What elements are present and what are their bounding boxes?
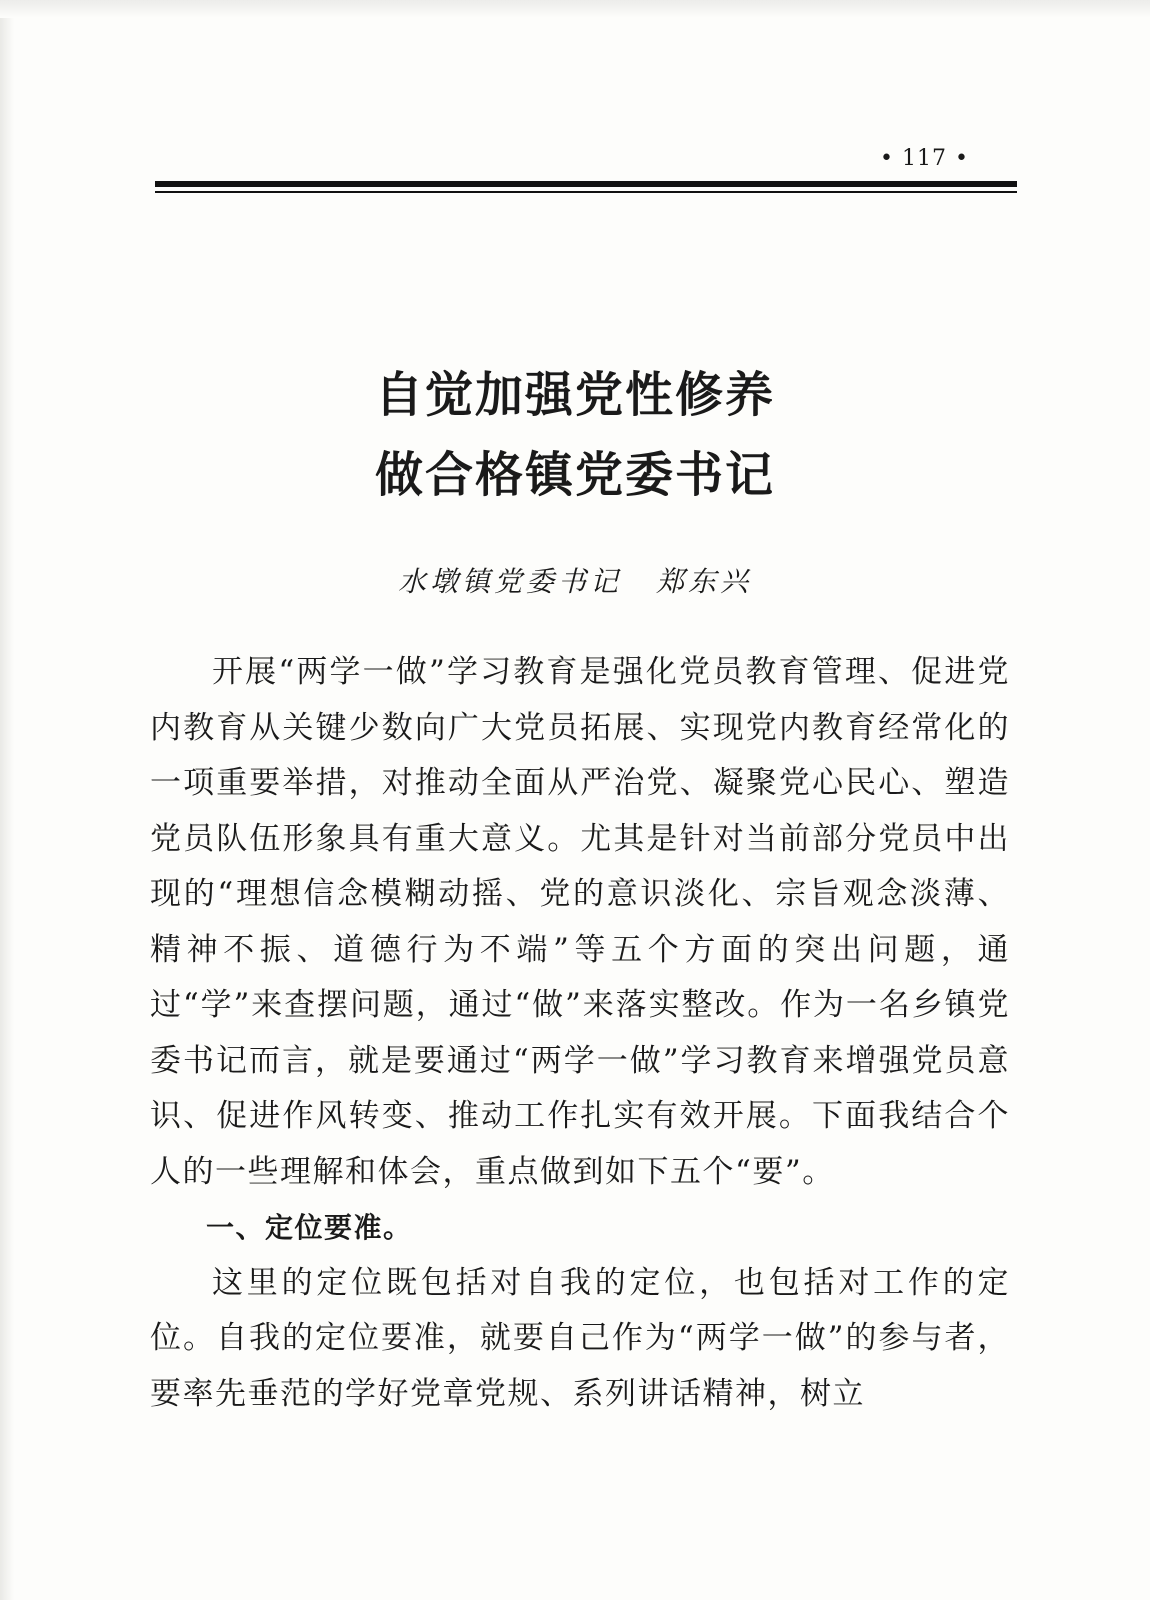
paragraph-intro: 开展“两学一做”学习教育是强化党员教育管理、促进党内教育从关键少数向广大党员拓展、实现党内教育经常化的一项重要举措，对推动全面从严治党、凝聚党心民心、塑造党员队伍形象具有重大意义。尤其是针对当前部分党员中出现的“理想信念模糊动摇、党的意识淡化、宗旨观念淡薄、精神不振、道德行为不端”等五个方面的突出问题，通过“学”来查摆问题，通过“做”来落实整改。作为一名乡镇党委书记而言，就是要通过“两学一做”学习教育来增强党员意识、促进作风转变、推动工作扎实有效开展。下面我结合个人的一些理解和体会，重点做到如下五个“要”。 [150, 654, 1010, 1190]
title-line-1: 自觉加强党性修养 [374, 367, 775, 423]
byline [0, 560, 1150, 600]
page-number: • 117 • [880, 146, 969, 171]
author-name: 郑东兴 [656, 565, 753, 598]
article-body [150, 645, 1010, 1422]
title-line-2: 做合格镇党委书记 [374, 447, 775, 503]
scan-edge-top [0, 0, 1150, 18]
article-title [0, 355, 1150, 515]
section-heading-1: 一、定位要准。 [206, 1211, 413, 1244]
paragraph-section-1: 这里的定位既包括对自我的定位，也包括对工作的定位。自我的定位要准，就要自己作为“两学一做”的参与者，要率先垂范的学好党章党规、系列讲话精神，树立 [150, 1264, 1010, 1412]
scan-edge-left [0, 0, 14, 1600]
author-position: 水墩镇党委书记 [397, 565, 622, 598]
header-rule-thin [155, 191, 1017, 193]
header-rule-thick [155, 181, 1017, 187]
